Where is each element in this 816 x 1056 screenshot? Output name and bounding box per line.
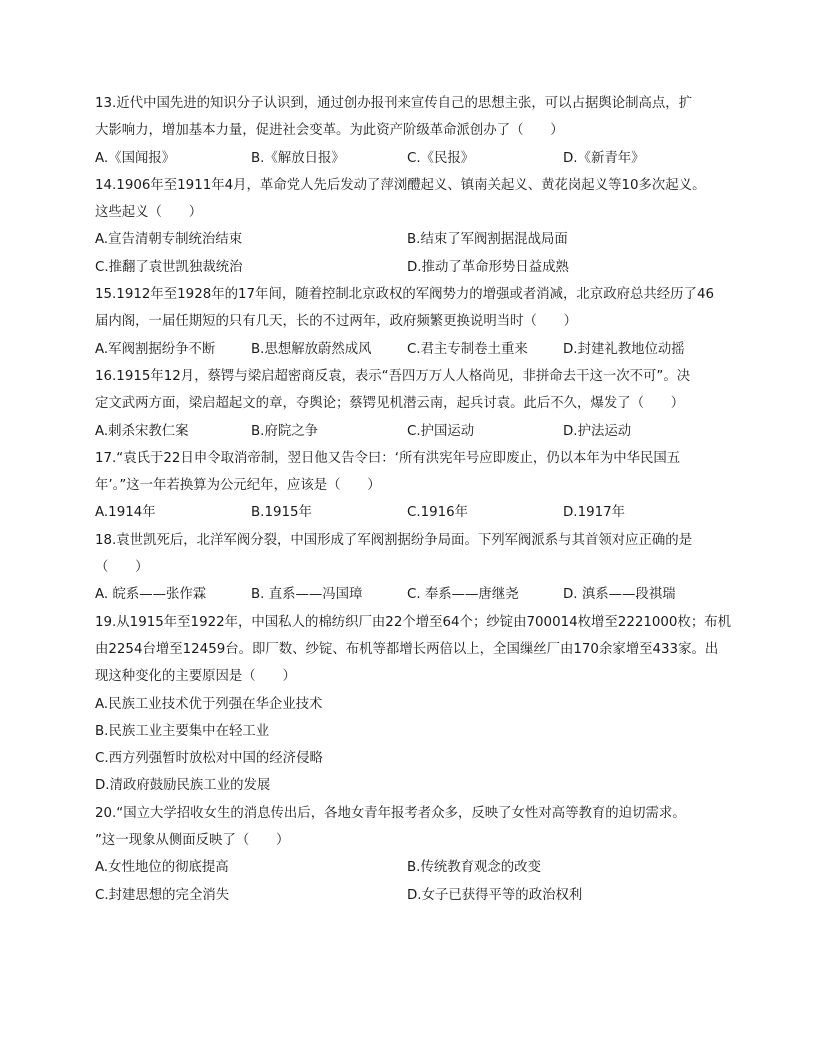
question-17 xyxy=(95,445,735,527)
option-c: C.推翻了袁世凯独裁统治 xyxy=(95,259,243,275)
question-stem-line: 19.从1915年至1922年，中国私人的棉纺织厂由22个增至64个；纱锭由700014枚增至2221000枚；布机 xyxy=(95,614,732,630)
option-a: A.《国闻报》 xyxy=(95,150,176,166)
option-a: A.刺杀宋教仁案 xyxy=(95,423,189,439)
question-14 xyxy=(95,172,735,281)
options-row xyxy=(95,226,735,253)
option-b: B.传统教育观念的改变 xyxy=(407,860,541,876)
question-stem-line: 由2254台增至12459台。即厂数、纱锭、布机等都增长两倍以上，全国缫丝厂由170余家增至433家。出 xyxy=(95,641,719,657)
option-a: A.民族工业技术优于列强在华企业技术 xyxy=(95,696,323,712)
question-stem-line: ”这一现象从侧面反映了（ ） xyxy=(95,833,290,849)
question-19 xyxy=(95,609,735,800)
option-a: A.宣告清朝专制统治结束 xyxy=(95,232,243,248)
option-c: C.君主专制卷土重来 xyxy=(407,341,528,357)
question-stem-line: 15.1912年至1928年的17年间，随着控制北京政权的军阀势力的增强或者消减，北京政府总共经历了46 xyxy=(95,287,714,303)
option-d: D.女子已获得平等的政治权利 xyxy=(407,887,583,903)
option-b: B.思想解放蔚然成风 xyxy=(251,341,372,357)
option-d: D.1917年 xyxy=(563,505,626,521)
option-a: A.军阀割据纷争不断 xyxy=(95,341,216,357)
options-row xyxy=(95,145,735,172)
option-b: B. 直系——冯国璋 xyxy=(251,587,363,603)
options-row xyxy=(95,854,735,881)
options-row xyxy=(95,882,735,909)
option-b: B.1915年 xyxy=(251,505,312,521)
question-stem-line: 16.1915年12月，蔡锷与梁启超密商反袁，表示“吾四万万人人格尚见，非拼命去干这一次不可”。决 xyxy=(95,368,691,384)
question-stem-line: 13.近代中国先进的知识分子认识到，通过创办报刊来宣传自己的思想主张，可以占据舆论制高点，扩 xyxy=(95,96,693,111)
question-stem-line: 18.袁世凯死后，北洋军阀分裂，中国形成了军阀割据纷争局面。下列军阀派系与其首领对应正确的是 xyxy=(95,532,693,548)
question-stem-line: 17.“袁氏于22日申令取消帝制，翌日他又告令曰：‘所有洪宪年号应即废止，仍以本年为中华民国五 xyxy=(95,450,681,466)
question-stem-line: 定文武两方面，梁启超起文的章，夺舆论；蔡锷见机潜云南，起兵讨袁。此后不久，爆发了（ ） xyxy=(95,396,685,412)
options-row xyxy=(95,336,735,363)
option-c: C. 奉系——唐继尧 xyxy=(407,587,519,603)
options-row xyxy=(95,254,735,281)
option-a: A.女性地位的彻底提高 xyxy=(95,860,229,876)
options-row xyxy=(95,418,735,445)
question-stem-line: 大影响力，增加基本力量，促进社会变革。为此资产阶级革命派创办了（ ） xyxy=(95,123,564,139)
option-c: C.封建思想的完全消失 xyxy=(95,887,230,903)
option-a: A. 皖系——张作霖 xyxy=(95,587,207,603)
option-d: D.《新青年》 xyxy=(563,150,645,166)
option-b: B.府院之争 xyxy=(251,423,319,439)
option-d: D.护法运动 xyxy=(563,423,632,439)
option-a: A.1914年 xyxy=(95,505,156,521)
option-c: C.《民报》 xyxy=(407,150,475,166)
question-stem-line: 这些起义（ ） xyxy=(95,205,203,221)
option-d: D.封建礼教地位动摇 xyxy=(563,341,685,357)
question-sheet xyxy=(95,90,735,909)
question-stem-line: 年’。”这一年若换算为公元纪年，应该是（ ） xyxy=(95,478,381,494)
question-20 xyxy=(95,800,735,909)
question-stem-line: 现这种变化的主要原因是（ ） xyxy=(95,669,296,685)
question-stem-line: 20.“国立大学招收女生的消息传出后，各地女青年报考者众多，反映了女性对高等教育的迫切需求。 xyxy=(95,805,686,821)
option-c: C.护国运动 xyxy=(407,423,475,439)
question-16 xyxy=(95,363,735,445)
options-row xyxy=(95,499,735,526)
option-d: D. 滇系——段祺瑞 xyxy=(563,587,676,603)
option-c: C.西方列强暂时放松对中国的经济侵略 xyxy=(95,751,323,767)
question-15 xyxy=(95,281,735,363)
question-stem-line: 届内阁，一届任期短的只有几天，长的不过两年，政府频繁更换说明当时（ ） xyxy=(95,314,578,330)
options-row xyxy=(95,581,735,608)
option-b: B.结束了军阀割据混战局面 xyxy=(407,232,568,248)
option-b: B.民族工业主要集中在轻工业 xyxy=(95,723,270,739)
option-b: B.《解放日报》 xyxy=(251,150,345,166)
option-d: D.推动了革命形势日益成熟 xyxy=(407,259,569,275)
option-d: D.清政府鼓励民族工业的发展 xyxy=(95,778,271,794)
option-c: C.1916年 xyxy=(407,505,469,521)
question-stem-line: （ ） xyxy=(95,560,149,576)
question-18 xyxy=(95,527,735,609)
question-13 xyxy=(95,90,735,172)
question-stem-line: 14.1906年至1911年4月，革命党人先后发动了萍浏醴起义、镇南关起义、黄花岗起义等10多次起义。 xyxy=(95,177,706,193)
